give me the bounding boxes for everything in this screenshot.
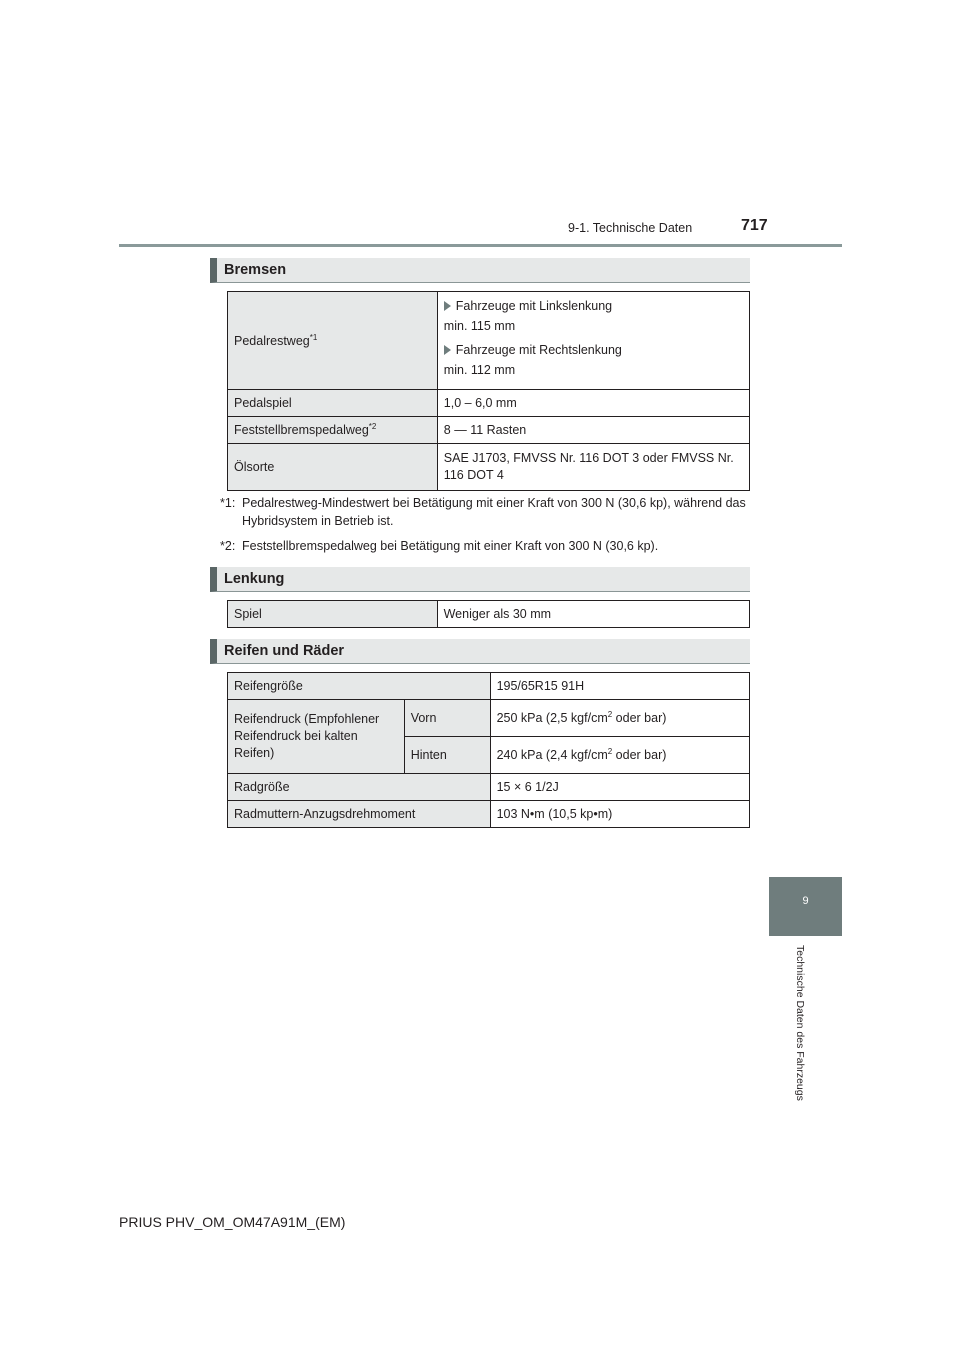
table-row	[228, 417, 750, 444]
section-heading-lenkung: Lenkung	[210, 567, 750, 592]
row-value: 103 N•m (10,5 kp•m)	[490, 801, 749, 828]
row-label: Reifengröße	[228, 673, 491, 700]
arrow-right-icon	[444, 301, 451, 311]
table-row	[228, 601, 750, 628]
row-sublabel: Hinten	[404, 737, 490, 774]
row-value: 195/65R15 91H	[490, 673, 749, 700]
table-row	[228, 444, 750, 491]
section-heading-bremsen: Bremsen	[210, 258, 750, 283]
section-heading-reifen: Reifen und Räder	[210, 639, 750, 664]
row-value: Fahrzeuge mit Linkslenkung min. 115 mm Fahrzeuge mit Rechtslenkung min. 112 mm	[437, 292, 749, 390]
row-label: Spiel	[228, 601, 438, 628]
table-row	[228, 673, 750, 700]
row-label: Radmuttern-Anzugsdrehmoment	[228, 801, 491, 828]
row-value: 250 kPa (2,5 kgf/$cm^2$ oder bar)	[490, 700, 749, 737]
table-row	[228, 700, 750, 737]
table-row	[228, 801, 750, 828]
arrow-right-icon	[444, 345, 451, 355]
row-label: Pedalrestweg$^{*1}$	[228, 292, 438, 390]
row-value: 8 — 11 Rasten	[437, 417, 749, 444]
table-row	[228, 774, 750, 801]
chapter-number: 9	[802, 895, 809, 907]
row-label: Feststellbremspedalweg$^{*2}$	[228, 417, 438, 444]
running-header-section: 9-1. Technische Daten	[568, 221, 693, 235]
row-sublabel: Vorn	[404, 700, 490, 737]
row-value: Weniger als 30 mm	[437, 601, 749, 628]
row-value: 15 × 6 1/2J	[490, 774, 749, 801]
row-label: Pedalspiel	[228, 390, 438, 417]
row-value: 1,0 – 6,0 mm	[437, 390, 749, 417]
table-row	[228, 292, 750, 390]
row-label: Reifendruck (Empfohlener Reifendruck bei kalten Reifen)	[228, 700, 405, 774]
row-label: Radgröße	[228, 774, 491, 801]
row-label: Ölsorte	[228, 444, 438, 491]
table-row	[228, 390, 750, 417]
header-rule	[119, 244, 842, 247]
footnote-ref: *1	[309, 332, 318, 342]
chapter-title: Technische Daten des Fahrzeugs	[794, 945, 806, 1101]
row-value: SAE J1703, FMVSS Nr. 116 DOT 3 oder FMVSS Nr. 116 DOT 4	[437, 444, 749, 491]
footnote-2: *2: Feststellbremspedalweg bei Betätigung mit einer Kraft von 300 N (30,6 kp).	[220, 539, 659, 553]
chapter-tab	[769, 877, 842, 936]
footnote-1: *1: Pedalrestweg-Mindestwert bei Betätigung mit einer Kraft von 300 N (30,6 kp), während das Hybridsystem in Betrieb ist.	[220, 496, 746, 528]
document-id: PRIUS PHV_OM_OM47A91M_(EM)	[119, 1214, 346, 1230]
footnote-ref: *2	[368, 422, 377, 432]
bremsen-table	[227, 291, 750, 491]
row-value: 240 kPa (2,4 kgf/$cm^2$ oder bar)	[490, 737, 749, 774]
lenkung-table	[227, 600, 750, 628]
page-number: 717	[741, 217, 768, 234]
reifen-table	[227, 672, 750, 828]
